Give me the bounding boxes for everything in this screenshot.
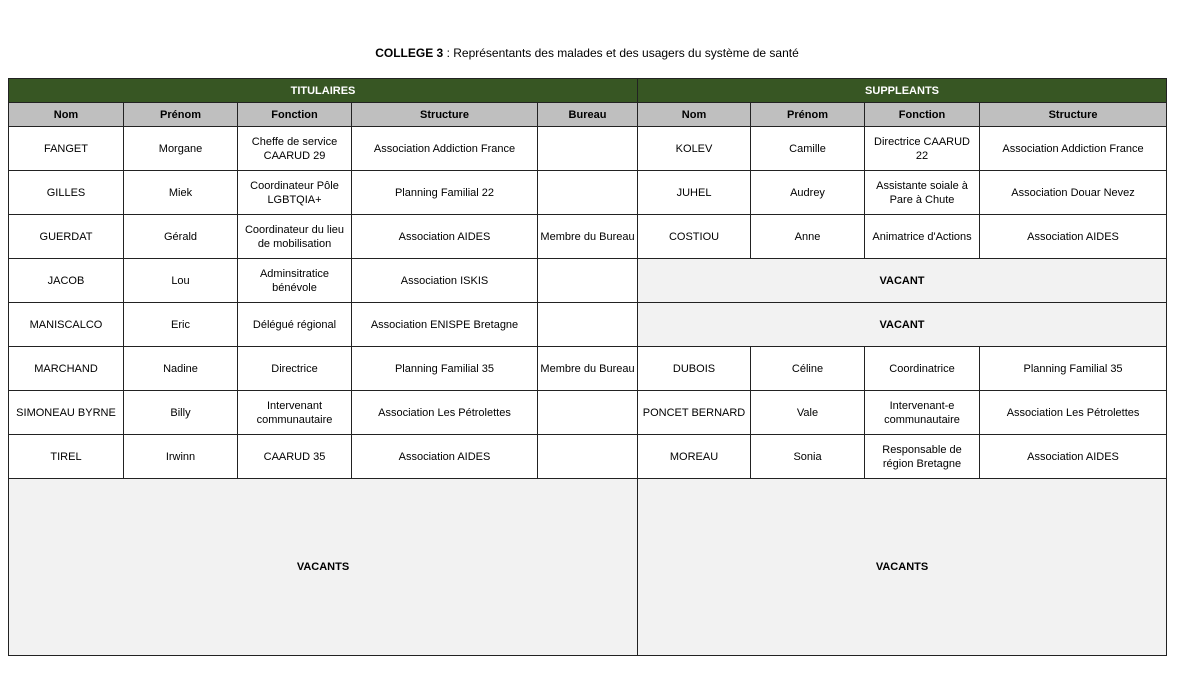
suppleant-structure: Planning Familial 35 <box>980 347 1167 391</box>
table-row <box>9 391 1167 435</box>
col-header: Structure <box>980 103 1167 127</box>
suppleant-nom: DUBOIS <box>638 347 751 391</box>
suppleant-vacant-cell: VACANT <box>638 303 1167 347</box>
suppleant-prenom: Audrey <box>751 171 865 215</box>
titulaire-prenom: Gérald <box>124 215 238 259</box>
suppleant-structure: Association Douar Nevez <box>980 171 1167 215</box>
titulaire-prenom: Billy <box>124 391 238 435</box>
suppleant-fonction: Intervenant-e communautaire <box>865 391 980 435</box>
titulaire-nom: GUERDAT <box>9 215 124 259</box>
college-description: : Représentants des malades et des usagers du système de santé <box>443 46 799 60</box>
titulaire-bureau <box>538 171 638 215</box>
titulaire-structure: Association ENISPE Bretagne <box>352 303 538 347</box>
titulaire-bureau <box>538 303 638 347</box>
titulaire-fonction: Délégué régional <box>238 303 352 347</box>
table-row <box>9 171 1167 215</box>
titulaire-fonction: Adminsitratice bénévole <box>238 259 352 303</box>
col-header: Nom <box>9 103 124 127</box>
titulaire-bureau <box>538 127 638 171</box>
suppleant-nom: MOREAU <box>638 435 751 479</box>
page-title <box>0 46 1174 60</box>
titulaire-structure: Association Les Pétrolettes <box>352 391 538 435</box>
college-label: COLLEGE 3 <box>375 46 444 60</box>
titulaire-prenom: Morgane <box>124 127 238 171</box>
group-titulaires: TITULAIRES <box>9 79 638 103</box>
table-row <box>9 303 1167 347</box>
col-header: Prénom <box>124 103 238 127</box>
titulaire-fonction: Cheffe de service CAARUD 29 <box>238 127 352 171</box>
suppleant-structure: Association Addiction France <box>980 127 1167 171</box>
col-header: Bureau <box>538 103 638 127</box>
suppleant-fonction: Assistante soiale à Pare à Chute <box>865 171 980 215</box>
vacants-row <box>9 479 1167 656</box>
titulaire-fonction: Coordinateur du lieu de mobilisation <box>238 215 352 259</box>
col-header: Prénom <box>751 103 865 127</box>
suppleants-vacants-cell: VACANTS <box>638 479 1167 656</box>
titulaire-nom: JACOB <box>9 259 124 303</box>
titulaire-nom: MANISCALCO <box>9 303 124 347</box>
group-header-row <box>9 79 1167 103</box>
suppleant-prenom: Camille <box>751 127 865 171</box>
suppleant-vacant-cell: VACANT <box>638 259 1167 303</box>
suppleant-nom: PONCET BERNARD <box>638 391 751 435</box>
suppleant-structure: Association AIDES <box>980 435 1167 479</box>
column-header-row <box>9 103 1167 127</box>
titulaire-bureau: Membre du Bureau <box>538 347 638 391</box>
titulaire-fonction: Coordinateur Pôle LGBTQIA+ <box>238 171 352 215</box>
table-row <box>9 215 1167 259</box>
table-row <box>9 127 1167 171</box>
titulaire-nom: FANGET <box>9 127 124 171</box>
suppleant-nom: COSTIOU <box>638 215 751 259</box>
suppleant-prenom: Sonia <box>751 435 865 479</box>
col-header: Nom <box>638 103 751 127</box>
members-table <box>8 78 1167 656</box>
titulaires-vacants-cell: VACANTS <box>9 479 638 656</box>
titulaire-prenom: Irwinn <box>124 435 238 479</box>
suppleant-prenom: Anne <box>751 215 865 259</box>
col-header: Fonction <box>238 103 352 127</box>
titulaire-structure: Association AIDES <box>352 435 538 479</box>
col-header: Structure <box>352 103 538 127</box>
titulaire-structure: Planning Familial 35 <box>352 347 538 391</box>
suppleant-nom: JUHEL <box>638 171 751 215</box>
titulaire-nom: TIREL <box>9 435 124 479</box>
titulaire-structure: Association AIDES <box>352 215 538 259</box>
titulaire-structure: Planning Familial 22 <box>352 171 538 215</box>
suppleant-prenom: Céline <box>751 347 865 391</box>
suppleant-structure: Association AIDES <box>980 215 1167 259</box>
suppleant-fonction: Directrice CAARUD 22 <box>865 127 980 171</box>
titulaire-nom: MARCHAND <box>9 347 124 391</box>
titulaire-prenom: Miek <box>124 171 238 215</box>
table-row <box>9 435 1167 479</box>
col-header: Fonction <box>865 103 980 127</box>
titulaire-prenom: Eric <box>124 303 238 347</box>
titulaire-fonction: Directrice <box>238 347 352 391</box>
group-suppleants: SUPPLEANTS <box>638 79 1167 103</box>
titulaire-bureau <box>538 391 638 435</box>
suppleant-fonction: Coordinatrice <box>865 347 980 391</box>
suppleant-nom: KOLEV <box>638 127 751 171</box>
suppleant-fonction: Animatrice d'Actions <box>865 215 980 259</box>
titulaire-prenom: Lou <box>124 259 238 303</box>
titulaire-structure: Association Addiction France <box>352 127 538 171</box>
titulaire-fonction: Intervenant communautaire <box>238 391 352 435</box>
titulaire-nom: SIMONEAU BYRNE <box>9 391 124 435</box>
titulaire-bureau <box>538 435 638 479</box>
table-row <box>9 347 1167 391</box>
suppleant-fonction: Responsable de région Bretagne <box>865 435 980 479</box>
suppleant-structure: Association Les Pétrolettes <box>980 391 1167 435</box>
titulaire-bureau <box>538 259 638 303</box>
titulaire-fonction: CAARUD 35 <box>238 435 352 479</box>
table-row <box>9 259 1167 303</box>
titulaire-structure: Association ISKIS <box>352 259 538 303</box>
titulaire-prenom: Nadine <box>124 347 238 391</box>
titulaire-nom: GILLES <box>9 171 124 215</box>
titulaire-bureau: Membre du Bureau <box>538 215 638 259</box>
suppleant-prenom: Vale <box>751 391 865 435</box>
